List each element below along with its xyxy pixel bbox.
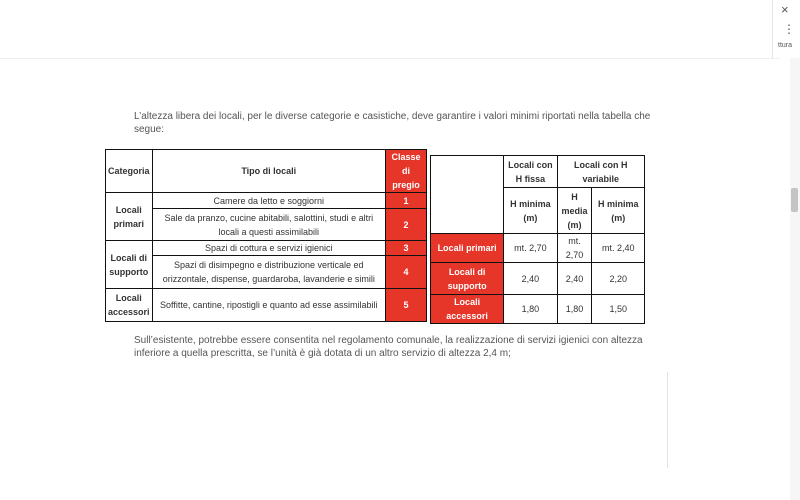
value-cell: 2,40 (504, 263, 557, 295)
scrollbar-thumb[interactable] (791, 188, 798, 212)
value-cell: 2,20 (592, 263, 645, 295)
value-cell: 1,80 (557, 295, 592, 324)
category-locali-supporto: Locali di supporto (106, 241, 153, 289)
row-label-locali-supporto: Locali di supporto (431, 263, 504, 295)
close-icon[interactable]: × (781, 2, 789, 17)
room-type-cell: Spazi di cottura e servizi igienici (152, 241, 385, 256)
room-type-cell: Spazi di disimpegno e distribuzione verticale ed orizzontale, dispense, guardaroba, lavanderie e simili (152, 256, 385, 289)
scrollbar[interactable] (790, 58, 800, 500)
subheader-h-minima-variable: H minima (m) (592, 188, 645, 234)
room-category-table (105, 149, 427, 322)
subheader-h-minima: H minima (m) (504, 188, 557, 234)
browser-top-area (0, 0, 780, 59)
category-locali-accessori: Locali accessori (106, 289, 153, 322)
header-tipo-locali: Tipo di locali (152, 150, 385, 193)
class-cell: 2 (386, 209, 427, 241)
class-cell: 1 (386, 193, 427, 209)
header-h-fissa: Locali con H fissa (504, 156, 557, 188)
header-classe-pregio: Classe di pregio (386, 150, 427, 193)
class-cell: 3 (386, 241, 427, 256)
value-cell: 2,40 (557, 263, 592, 295)
room-type-cell: Camere da letto e soggiorni (152, 193, 385, 209)
more-options-icon[interactable]: ⋮ (783, 22, 795, 36)
note-paragraph: Sull’esistente, potrebbe essere consentita nel regolamento comunale, la realizzazione di servizi igienici con altezza inferiore a quella prescritta, se l’unità è già dotata di un altro servizio di altezza 2,4 m; (134, 335, 643, 359)
value-cell: mt. 2,70 (557, 234, 592, 263)
row-label-locali-primari: Locali primari (431, 234, 504, 263)
row-label-locali-accessori: Locali accessori (431, 295, 504, 324)
value-cell: 1,50 (592, 295, 645, 324)
minimum-height-table (430, 155, 645, 324)
room-type-cell: Sale da pranzo, cucine abitabili, salottini, studi e altri locali a questi assimilabili (152, 209, 385, 241)
empty-corner-cell (431, 156, 504, 234)
category-locali-primari: Locali primari (106, 193, 153, 241)
class-cell: 4 (386, 256, 427, 289)
header-categoria: Categoria (106, 150, 153, 193)
value-cell: mt. 2,40 (592, 234, 645, 263)
value-cell: 1,80 (504, 295, 557, 324)
header-h-variabile: Locali con H variabile (557, 156, 644, 188)
room-type-cell: Soffitte, cantine, ripostigli e quanto ad esse assimilabili (152, 289, 385, 322)
subheader-h-media: H media (m) (557, 188, 592, 234)
class-cell: 5 (386, 289, 427, 322)
intro-paragraph: L’altezza libera dei locali, per le diverse categorie e casistiche, deve garantire i valori minimi riportati nella tabella che segue: (134, 111, 651, 135)
divider-line (667, 372, 668, 468)
value-cell: mt. 2,70 (504, 234, 557, 263)
side-panel-label: ttura (778, 42, 793, 49)
